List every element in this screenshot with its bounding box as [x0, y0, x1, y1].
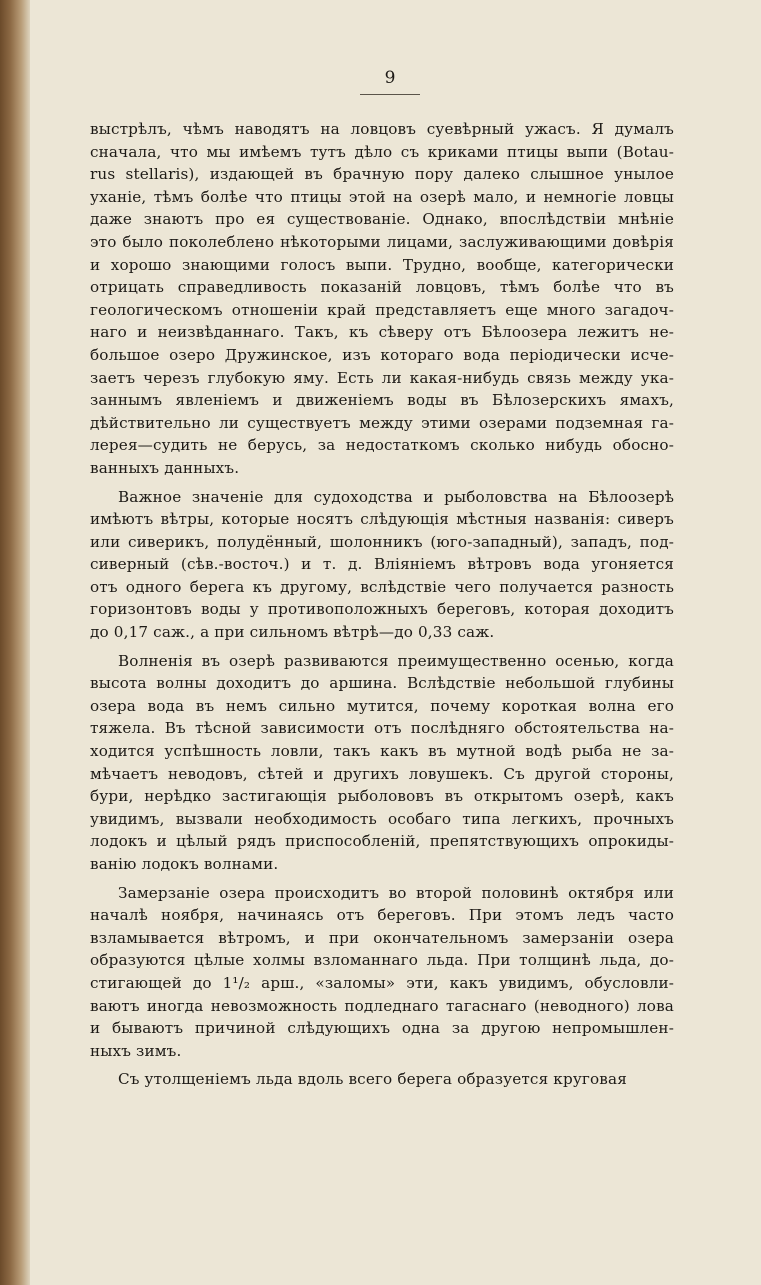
text-line: это было поколеблено нѣкоторыми лицами, заслуживающими довѣрія: [90, 232, 674, 251]
text-line: ваютъ иногда невозможность подледнаго тагаснаго (неводного) лова: [90, 996, 674, 1015]
text-line: увидимъ, вызвали необходимость особаго типа легкихъ, прочныхъ: [90, 809, 674, 828]
paragraph: [90, 486, 674, 644]
paragraph: [90, 882, 674, 1063]
text-line: и хорошо знающими голосъ выпи. Трудно, вообще, категорически: [90, 255, 674, 274]
text-line: ходится успѣшность ловли, такъ какъ въ мутной водѣ рыба не за-: [90, 742, 674, 761]
text-line: и бываютъ причиной слѣдующихъ одна за другою непромышлен-: [90, 1019, 674, 1038]
text-line: ванію лодокъ волнами.: [90, 855, 279, 873]
book-spine: [0, 0, 30, 1285]
text-line: геологическомъ отношеніи край представляетъ еще много загадоч-: [90, 300, 674, 319]
paragraph: [90, 118, 674, 480]
text-line: даже знаютъ про ея существованіе. Однако, впослѣдствіи мнѣніе: [90, 210, 674, 229]
text-line: взламывается вѣтромъ, и при окончательномъ замерзаніи озера: [90, 928, 674, 947]
text-line: или сиверикъ, полудённый, шолонникъ (юго-западный), западъ, под-: [90, 532, 674, 551]
text-line: Съ утолщеніемъ льда вдоль всего берега образуется круговая: [118, 1070, 627, 1089]
body-text: [90, 118, 674, 1097]
text-line: Замерзаніе озера происходитъ во второй половинѣ октября или: [118, 883, 674, 902]
text-line: заетъ черезъ глубокую яму. Есть ли какая-нибудь связь между ука-: [90, 368, 674, 387]
text-line: мѣчаетъ неводовъ, сѣтей и другихъ ловушекъ. Съ другой стороны,: [90, 764, 674, 783]
text-line: заннымъ явленіемъ и движеніемъ воды въ Бѣлозерскихъ ямахъ,: [90, 391, 674, 410]
text-line: rus stellaris), издающей въ брачную пору далеко слышное унылое: [90, 165, 674, 184]
page-number: 9: [360, 68, 420, 95]
text-line: высота волны доходитъ до аршина. Вслѣдствіе небольшой глубины: [90, 674, 674, 693]
text-line: Важное значеніе для судоходства и рыболовства на Бѣлоозерѣ: [118, 487, 674, 506]
text-line: выстрѣлъ, чѣмъ наводятъ на ловцовъ суевѣрный ужасъ. Я думалъ: [90, 120, 674, 138]
text-line: дѣйствительно ли существуетъ между этими озерами подземная га-: [90, 413, 674, 432]
text-line: большое озеро Дружинское, изъ котораго вода періодически исче-: [90, 345, 674, 364]
text-line: Волненія въ озерѣ развиваются преимущественно осенью, когда: [118, 651, 674, 670]
text-line: наго и неизвѣданнаго. Такъ, къ сѣверу отъ Бѣлоозера лежитъ не-: [90, 323, 674, 342]
text-line: уханіе, тѣмъ болѣе что птицы этой на озерѣ мало, и немногіе ловцы: [90, 187, 674, 206]
book-page: [30, 0, 761, 1285]
text-line: лерея—судить не берусь, за недостаткомъ сколько нибудь обосно-: [90, 436, 674, 455]
text-line: отъ одного берега къ другому, вслѣдствіе чего получается разность: [90, 577, 674, 596]
text-line: до 0,17 саж., а при сильномъ вѣтрѣ—до 0,33 саж.: [90, 623, 495, 642]
text-line: горизонтовъ воды у противоположныхъ береговъ, которая доходитъ: [90, 600, 674, 619]
paragraph: [90, 1068, 674, 1091]
text-line: озера вода въ немъ сильно мутится, почему короткая волна его: [90, 696, 674, 715]
text-line: началѣ ноября, начинаясь отъ береговъ. При этомъ ледъ часто: [90, 906, 674, 925]
text-line: лодокъ и цѣлый рядъ приспособленій, препятствующихъ опрокиды-: [90, 832, 674, 851]
text-line: сначала, что мы имѣемъ тутъ дѣло съ криками птицы выпи (Botau-: [90, 142, 674, 161]
text-line: сиверный (сѣв.-восточ.) и т. д. Вліяніемъ вѣтровъ вода угоняется: [90, 555, 674, 574]
paragraph: [90, 650, 674, 876]
text-line: ныхъ зимъ.: [90, 1041, 182, 1060]
text-line: образуются цѣлые холмы взломаннаго льда. При толщинѣ льда, до-: [90, 951, 674, 970]
text-line: имѣютъ вѣтры, которые носятъ слѣдующія мѣстныя названія: сиверъ: [90, 510, 674, 529]
text-line: тяжела. Въ тѣсной зависимости отъ послѣдняго обстоятельства на-: [90, 719, 674, 738]
text-line: бури, нерѣдко застигающія рыболововъ въ открытомъ озерѣ, какъ: [90, 787, 674, 806]
text-line: ванныхъ данныхъ.: [90, 458, 240, 477]
text-line: отрицать справедливость показаній ловцовъ, тѣмъ болѣе что въ: [90, 278, 674, 297]
text-line: стигающей до 1¹/₂ арш., «заломы» эти, какъ увидимъ, обусловли-: [90, 973, 674, 992]
